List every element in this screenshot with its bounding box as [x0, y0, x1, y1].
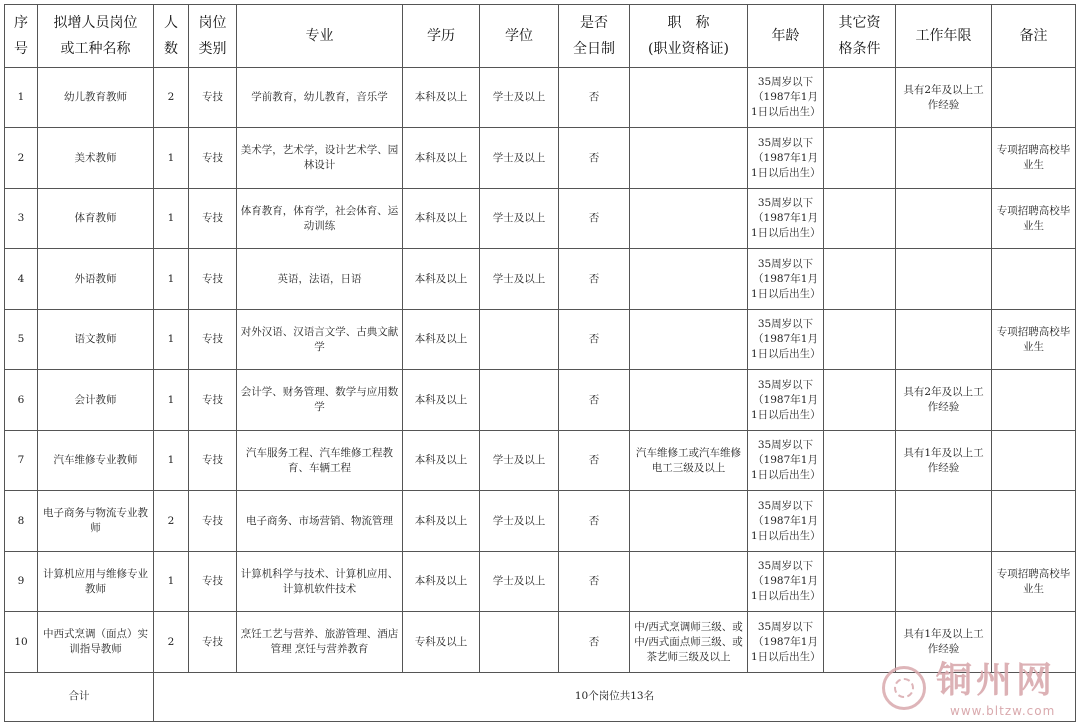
table-row [5, 309, 1076, 369]
cell-category: 专技 [189, 309, 237, 369]
cell-major: 计算机科学与技术、计算机应用、计算机软件技术 [237, 551, 403, 611]
cell-count: 1 [154, 128, 189, 188]
cell-remark: 专项招聘高校毕业生 [992, 551, 1076, 611]
table-row [5, 491, 1076, 551]
cell-major: 学前教育，幼儿教育，音乐学 [237, 68, 403, 128]
cell-position: 外语教师 [38, 249, 154, 309]
cell-remark: 专项招聘高校毕业生 [992, 128, 1076, 188]
cell-count: 2 [154, 68, 189, 128]
cell-other [824, 612, 896, 672]
cell-title [630, 68, 748, 128]
cell-position: 美术教师 [38, 128, 154, 188]
table-row [5, 188, 1076, 248]
total-summary: 10个岗位共13名 [154, 672, 1076, 721]
table-row [5, 249, 1076, 309]
cell-degree [480, 309, 559, 369]
header-cell-title: 职 称 (职业资格证) [630, 5, 748, 68]
cell-title [630, 188, 748, 248]
table-row [5, 430, 1076, 490]
cell-other [824, 309, 896, 369]
table-row [5, 68, 1076, 128]
header-cell-remark: 备注 [992, 5, 1076, 68]
cell-major: 电子商务、市场营销、物流管理 [237, 491, 403, 551]
cell-degree: 学士及以上 [480, 551, 559, 611]
cell-major: 英语，法语，日语 [237, 249, 403, 309]
cell-category: 专技 [189, 370, 237, 430]
cell-age: 35周岁以下（1987年1月1日以后出生） [748, 128, 824, 188]
cell-no: 9 [5, 551, 38, 611]
cell-category: 专技 [189, 491, 237, 551]
cell-age: 35周岁以下（1987年1月1日以后出生） [748, 249, 824, 309]
cell-category: 专技 [189, 551, 237, 611]
cell-age: 35周岁以下（1987年1月1日以后出生） [748, 430, 824, 490]
cell-position: 计算机应用与维修专业教师 [38, 551, 154, 611]
header-cell-years: 工作年限 [896, 5, 992, 68]
header-cell-count: 人 数 [154, 5, 189, 68]
cell-years [896, 249, 992, 309]
cell-remark [992, 612, 1076, 672]
cell-fulltime: 否 [559, 551, 630, 611]
total-label: 合计 [5, 672, 154, 721]
cell-title: 汽车维修工或汽车维修电工三级及以上 [630, 430, 748, 490]
total-row [5, 672, 1076, 721]
cell-major: 会计学、财务管理、数学与应用数学 [237, 370, 403, 430]
cell-fulltime: 否 [559, 491, 630, 551]
cell-count: 1 [154, 370, 189, 430]
cell-no: 3 [5, 188, 38, 248]
cell-education: 专科及以上 [403, 612, 480, 672]
cell-major: 体育教育，体育学，社会体育、运动训练 [237, 188, 403, 248]
cell-degree: 学士及以上 [480, 430, 559, 490]
cell-no: 1 [5, 68, 38, 128]
cell-position: 电子商务与物流专业教师 [38, 491, 154, 551]
cell-years [896, 128, 992, 188]
cell-education: 本科及以上 [403, 249, 480, 309]
cell-count: 1 [154, 309, 189, 369]
cell-education: 本科及以上 [403, 309, 480, 369]
cell-position: 幼儿教育教师 [38, 68, 154, 128]
watermark-name: 铜州网 [936, 660, 1057, 701]
cell-years: 具有1年及以上工作经验 [896, 612, 992, 672]
cell-remark [992, 249, 1076, 309]
header-cell-fulltime: 是否 全日制 [559, 5, 630, 68]
cell-other [824, 249, 896, 309]
recruitment-table [4, 4, 1076, 722]
header-row [5, 5, 1076, 68]
cell-degree: 学士及以上 [480, 188, 559, 248]
header-cell-age: 年龄 [748, 5, 824, 68]
cell-position: 汽车维修专业教师 [38, 430, 154, 490]
table-row [5, 128, 1076, 188]
cell-major: 汽车服务工程、汽车维修工程教育、车辆工程 [237, 430, 403, 490]
cell-years [896, 188, 992, 248]
cell-no: 6 [5, 370, 38, 430]
header-cell-major: 专业 [237, 5, 403, 68]
cell-position: 会计教师 [38, 370, 154, 430]
cell-education: 本科及以上 [403, 188, 480, 248]
cell-remark: 专项招聘高校毕业生 [992, 188, 1076, 248]
cell-education: 本科及以上 [403, 491, 480, 551]
cell-no: 4 [5, 249, 38, 309]
cell-age: 35周岁以下（1987年1月1日以后出生） [748, 370, 824, 430]
cell-major: 对外汉语、汉语言文学、古典文献学 [237, 309, 403, 369]
cell-fulltime: 否 [559, 370, 630, 430]
cell-other [824, 491, 896, 551]
cell-education: 本科及以上 [403, 430, 480, 490]
cell-education: 本科及以上 [403, 128, 480, 188]
cell-other [824, 370, 896, 430]
cell-title [630, 309, 748, 369]
cell-title [630, 491, 748, 551]
cell-age: 35周岁以下（1987年1月1日以后出生） [748, 491, 824, 551]
cell-no: 8 [5, 491, 38, 551]
table-row [5, 551, 1076, 611]
cell-years [896, 551, 992, 611]
cell-degree [480, 370, 559, 430]
header-cell-position: 拟增人员岗位 或工种名称 [38, 5, 154, 68]
cell-remark: 专项招聘高校毕业生 [992, 309, 1076, 369]
cell-fulltime: 否 [559, 128, 630, 188]
cell-years: 具有2年及以上工作经验 [896, 370, 992, 430]
cell-remark [992, 370, 1076, 430]
cell-fulltime: 否 [559, 309, 630, 369]
cell-title [630, 249, 748, 309]
cell-remark [992, 68, 1076, 128]
cell-title [630, 128, 748, 188]
cell-years: 具有2年及以上工作经验 [896, 68, 992, 128]
cell-no: 10 [5, 612, 38, 672]
cell-category: 专技 [189, 430, 237, 490]
cell-other [824, 128, 896, 188]
cell-fulltime: 否 [559, 430, 630, 490]
cell-years [896, 309, 992, 369]
cell-other [824, 551, 896, 611]
cell-age: 35周岁以下（1987年1月1日以后出生） [748, 551, 824, 611]
table-row [5, 370, 1076, 430]
cell-age: 35周岁以下（1987年1月1日以后出生） [748, 68, 824, 128]
cell-title [630, 370, 748, 430]
header-cell-education: 学历 [403, 5, 480, 68]
cell-count: 1 [154, 551, 189, 611]
header-cell-category: 岗位 类别 [189, 5, 237, 68]
cell-degree: 学士及以上 [480, 491, 559, 551]
cell-major: 烹饪工艺与营养、旅游管理、酒店管理 烹饪与营养教育 [237, 612, 403, 672]
cell-count: 1 [154, 249, 189, 309]
cell-degree: 学士及以上 [480, 68, 559, 128]
cell-age: 35周岁以下（1987年1月1日以后出生） [748, 309, 824, 369]
table-body [5, 68, 1076, 722]
cell-category: 专技 [189, 612, 237, 672]
cell-title: 中/西式烹调师三级、或中/西式面点师三级、或茶艺师三级及以上 [630, 612, 748, 672]
cell-other [824, 188, 896, 248]
cell-years [896, 491, 992, 551]
cell-degree [480, 612, 559, 672]
cell-no: 7 [5, 430, 38, 490]
cell-other [824, 430, 896, 490]
table-row [5, 612, 1076, 672]
cell-category: 专技 [189, 188, 237, 248]
cell-category: 专技 [189, 68, 237, 128]
cell-fulltime: 否 [559, 612, 630, 672]
cell-major: 美术学，艺术学，设计艺术学、园林设计 [237, 128, 403, 188]
cell-title [630, 551, 748, 611]
cell-position: 中西式烹调（面点）实训指导教师 [38, 612, 154, 672]
cell-remark [992, 430, 1076, 490]
header-cell-no: 序 号 [5, 5, 38, 68]
cell-count: 1 [154, 430, 189, 490]
cell-fulltime: 否 [559, 188, 630, 248]
cell-position: 体育教师 [38, 188, 154, 248]
cell-years: 具有1年及以上工作经验 [896, 430, 992, 490]
cell-age: 35周岁以下（1987年1月1日以后出生） [748, 188, 824, 248]
cell-education: 本科及以上 [403, 370, 480, 430]
cell-category: 专技 [189, 128, 237, 188]
cell-age: 35周岁以下（1987年1月1日以后出生） [748, 612, 824, 672]
cell-no: 2 [5, 128, 38, 188]
cell-fulltime: 否 [559, 68, 630, 128]
cell-no: 5 [5, 309, 38, 369]
cell-position: 语文教师 [38, 309, 154, 369]
header-cell-other: 其它资 格条件 [824, 5, 896, 68]
cell-count: 1 [154, 188, 189, 248]
header-cell-degree: 学位 [480, 5, 559, 68]
cell-remark [992, 491, 1076, 551]
cell-other [824, 68, 896, 128]
cell-count: 2 [154, 612, 189, 672]
cell-category: 专技 [189, 249, 237, 309]
watermark-url: www.bltzw.com [950, 704, 1056, 718]
cell-degree: 学士及以上 [480, 128, 559, 188]
cell-education: 本科及以上 [403, 551, 480, 611]
cell-fulltime: 否 [559, 249, 630, 309]
cell-degree: 学士及以上 [480, 249, 559, 309]
cell-count: 2 [154, 491, 189, 551]
cell-education: 本科及以上 [403, 68, 480, 128]
